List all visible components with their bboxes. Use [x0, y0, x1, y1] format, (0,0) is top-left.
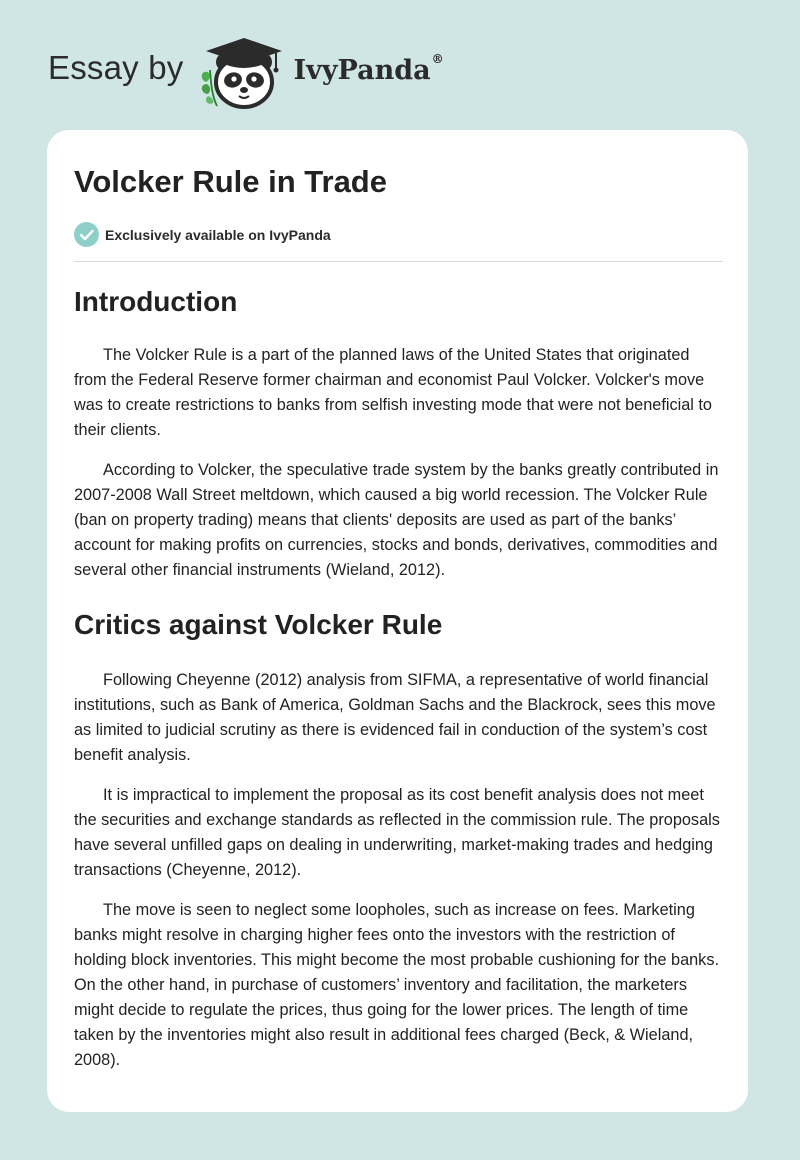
section-heading-critics: Critics against Volcker Rule: [74, 609, 443, 640]
exclusive-badge-text: Exclusively available on IvyPanda: [105, 226, 331, 243]
panda-graduate-logo-icon[interactable]: [198, 34, 290, 110]
article-card: [47, 130, 748, 1112]
article-body: [74, 283, 724, 1088]
paragraph: It is impractical to implement the proposal as its cost benefit analysis does not meet the securities and exchange standards as reflected in the commission rule. The proposals have several unfilled gaps on dealing in underwriting, market-making trades and hedging transactions (Cheyenne, 2012).: [74, 786, 720, 879]
exclusive-badge: [74, 222, 331, 247]
site-header: [48, 34, 444, 110]
registered-mark: ®: [431, 51, 444, 66]
page-title: Volcker Rule in Trade: [74, 164, 387, 199]
paragraph: The Volcker Rule is a part of the planned laws of the United States that originated from the Federal Reserve former chairman and economist Paul Volcker. Volcker's move was to create restrictions to banks from selfish investing mode that were not beneficial to their clients.: [74, 346, 712, 439]
paragraph: Following Cheyenne (2012) analysis from SIFMA, a representative of world financial institutions, such as Bank of America, Goldman Sachs and the Blackrock, sees this move as limited to judicial scrutiny as there is evidenced fail in conduction of the system’s cost benefit analysis.: [74, 671, 716, 764]
paragraph: The move is seen to neglect some loopholes, such as increase on fees. Marketing banks might resolve in charging higher fees onto the investors with the restriction of holding block inventories. This might become the most probable cushioning for the banks. On the other hand, in purchase of customers’ inventory and facilitation, the marketers might decide to regulate the prices, thus going for the lower prices. The length of time taken by the inventories might also result in additional fees charged (Beck, & Wieland, 2008).: [74, 901, 719, 1069]
section-heading-introduction: Introduction: [74, 286, 238, 317]
check-circle-icon: [74, 222, 99, 247]
brand-text: IvyPanda: [293, 54, 431, 86]
paragraph: According to Volcker, the speculative trade system by the banks greatly contributed in 2007-2008 Wall Street meltdown, which caused a big world recession. The Volcker Rule (ban on property trading) means that clients' deposits are used as part of the banks’ account for making profits on currencies, stocks and bonds, derivatives, commodities and several other financial instruments (Wieland, 2012).: [74, 461, 719, 579]
brand-name[interactable]: [293, 51, 444, 86]
title-divider: [74, 261, 723, 262]
essay-by-label: Essay by: [48, 49, 184, 86]
